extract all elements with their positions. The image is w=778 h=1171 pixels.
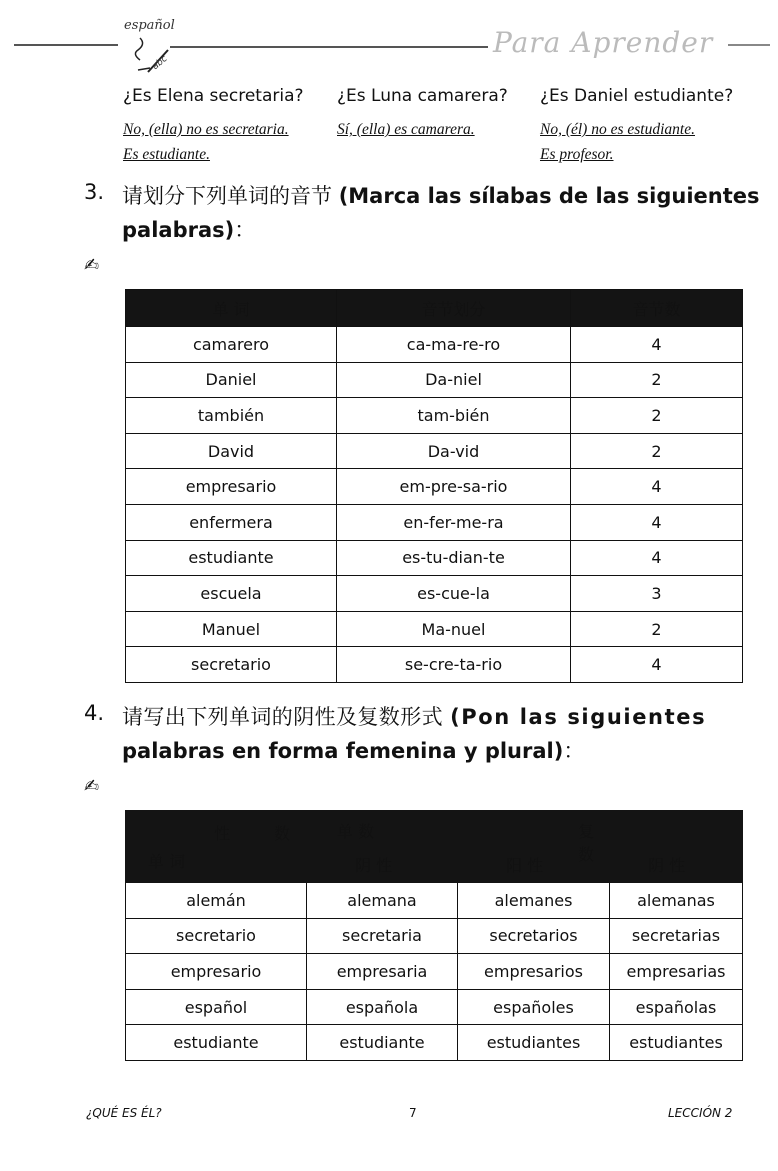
- table-row: [126, 883, 743, 919]
- cell-singular-fem: alemana: [307, 883, 458, 919]
- cell-syllables: ca-ma-re-ro: [337, 327, 571, 363]
- cell-plural-fem: españolas: [610, 989, 743, 1025]
- exercise-4-colon: ：: [563, 739, 585, 763]
- answer-1-line1: No, (ella) no es secretaria.: [123, 121, 289, 138]
- logo-text: español: [124, 18, 175, 33]
- cell-count: 4: [571, 504, 743, 540]
- cell-word: camarero: [126, 327, 337, 363]
- cell-word: español: [126, 989, 307, 1025]
- exercise-3-colon: ：: [234, 218, 256, 242]
- cell-count: 2: [571, 611, 743, 647]
- footer-left: ¿QUÉ ES ÉL?: [86, 1106, 162, 1120]
- header-xing: 性: [214, 824, 231, 843]
- header-plural-cell: [458, 811, 610, 883]
- cell-syllables: tam-bién: [337, 398, 571, 434]
- answer-3-line1: No, (él) no es estudiante.: [540, 121, 695, 138]
- header-yin-xing-2: 阴 性: [648, 856, 686, 875]
- header-script-title: Para Aprender: [493, 26, 714, 59]
- cell-word: alemán: [126, 883, 307, 919]
- header-corner-cell: [126, 811, 307, 883]
- cell-plural-masc: españoles: [458, 989, 610, 1025]
- answer-3-line2: Es profesor.: [540, 146, 614, 163]
- syllable-table: [125, 289, 743, 683]
- table-row: [126, 504, 743, 540]
- cell-word: empresario: [126, 954, 307, 990]
- question-2: ¿Es Luna camarera?: [337, 86, 508, 106]
- cell-word: David: [126, 433, 337, 469]
- cell-syllables: es-cue-la: [337, 576, 571, 612]
- cell-syllables: Da-niel: [337, 362, 571, 398]
- logo-sub: abc: [150, 53, 170, 73]
- gender-number-header: [126, 811, 743, 883]
- cell-word: estudiante: [126, 540, 337, 576]
- cell-singular-fem: estudiante: [307, 1025, 458, 1061]
- exercise-4-title-line2: [122, 735, 584, 765]
- cell-syllables: se-cre-ta-rio: [337, 647, 571, 683]
- cell-word: empresario: [126, 469, 337, 505]
- cell-count: 4: [571, 540, 743, 576]
- table-row: [126, 540, 743, 576]
- cell-count: 2: [571, 398, 743, 434]
- cell-singular-fem: empresaria: [307, 954, 458, 990]
- cell-syllables: Ma-nuel: [337, 611, 571, 647]
- header-dan-shu: 单 数: [337, 822, 375, 841]
- cell-word: secretario: [126, 647, 337, 683]
- header-singular-cell: [307, 811, 458, 883]
- cell-word: estudiante: [126, 1025, 307, 1061]
- cell-plural-fem: estudiantes: [610, 1025, 743, 1061]
- table-row: [126, 362, 743, 398]
- gender-number-table: [125, 810, 743, 1061]
- cell-syllables: en-fer-me-ra: [337, 504, 571, 540]
- exercise-4-number: 4.: [84, 701, 105, 725]
- cell-count: 4: [571, 469, 743, 505]
- table-row: [126, 398, 743, 434]
- cell-plural-fem: empresarias: [610, 954, 743, 990]
- cell-count: 4: [571, 327, 743, 363]
- cell-word: secretario: [126, 918, 307, 954]
- cell-plural-masc: alemanes: [458, 883, 610, 919]
- header-yang-xing: 阳 性: [506, 856, 544, 875]
- table-row: [126, 989, 743, 1025]
- pen-icon: ✍: [84, 255, 100, 276]
- exercise-4-title-es-1: (Pon las siguientes: [450, 705, 707, 729]
- cell-count: 3: [571, 576, 743, 612]
- footer-right: LECCIÓN 2: [668, 1106, 733, 1120]
- cell-word: Daniel: [126, 362, 337, 398]
- exercise-4-title-cn: 请写出下列单词的阴性及复数形式: [122, 705, 443, 729]
- exercise-4-title: [122, 701, 706, 731]
- table-row: [126, 433, 743, 469]
- header-count: 音节数: [571, 290, 743, 327]
- cell-count: 2: [571, 362, 743, 398]
- answer-1-line2: Es estudiante.: [123, 146, 210, 163]
- header-word: 单 词: [126, 290, 337, 327]
- cell-count: 4: [571, 647, 743, 683]
- table-row: [126, 327, 743, 363]
- table-row: [126, 1025, 743, 1061]
- exercise-4-title-es-2: palabras en forma femenina y plural): [122, 739, 564, 763]
- header-plural-fem-cell: [610, 811, 743, 883]
- cell-syllables: es-tu-dian-te: [337, 540, 571, 576]
- cell-syllables: Da-vid: [337, 433, 571, 469]
- cell-singular-fem: española: [307, 989, 458, 1025]
- exercise-3-title: [122, 180, 760, 210]
- pen-icon-2: ✍: [84, 776, 100, 797]
- cell-plural-masc: estudiantes: [458, 1025, 610, 1061]
- question-1: ¿Es Elena secretaria?: [123, 86, 304, 106]
- cell-singular-fem: secretaria: [307, 918, 458, 954]
- header-danci: 单 词: [148, 852, 186, 871]
- header-syllables: 音节划分: [337, 290, 571, 327]
- table-row: [126, 611, 743, 647]
- table-row: [126, 576, 743, 612]
- exercise-3-title-line2: [122, 214, 255, 244]
- header-yin-xing: 阴 性: [355, 856, 393, 875]
- table-row: [126, 647, 743, 683]
- exercise-3-title-cn: 请划分下列单词的音节: [122, 184, 332, 208]
- cell-plural-masc: secretarios: [458, 918, 610, 954]
- cell-word: también: [126, 398, 337, 434]
- header-fu-shu: 复 数: [577, 822, 594, 864]
- table-row: [126, 918, 743, 954]
- exercise-3-number: 3.: [84, 180, 105, 204]
- cell-plural-fem: alemanas: [610, 883, 743, 919]
- question-3: ¿Es Daniel estudiante?: [540, 86, 734, 106]
- exercise-3-title-es-2: palabras): [122, 218, 235, 242]
- exercise-3-title-es-1: (Marca las sílabas de las siguientes: [338, 184, 760, 208]
- answer-2-line1: Sí, (ella) es camarera.: [337, 121, 475, 138]
- syllable-table-header: [126, 290, 743, 327]
- cell-plural-fem: secretarias: [610, 918, 743, 954]
- table-row: [126, 954, 743, 990]
- cell-word: escuela: [126, 576, 337, 612]
- cell-syllables: em-pre-sa-rio: [337, 469, 571, 505]
- cell-plural-masc: empresarios: [458, 954, 610, 990]
- header-shu: 数: [274, 824, 291, 843]
- cell-count: 2: [571, 433, 743, 469]
- footer-page-number: 7: [409, 1106, 417, 1120]
- cell-word: enfermera: [126, 504, 337, 540]
- table-row: [126, 469, 743, 505]
- cell-word: Manuel: [126, 611, 337, 647]
